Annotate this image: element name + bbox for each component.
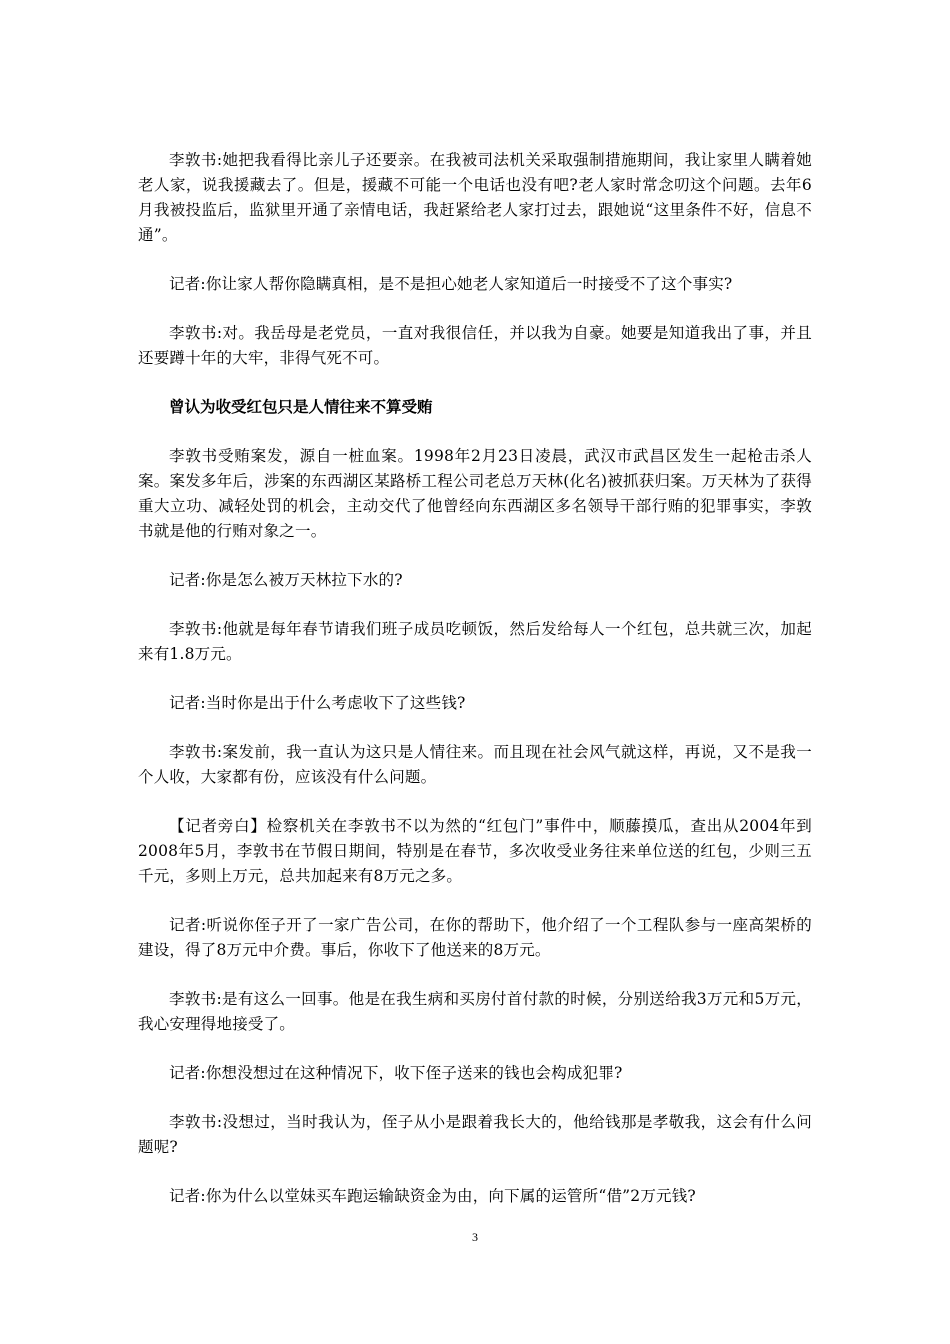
paragraph: 李敦书:他就是每年春节请我们班子成员吃顿饭，然后发给每人一个红包，总共就三次，加起来有1.8万元。	[138, 620, 812, 663]
document-body	[138, 148, 812, 1233]
paragraph: 【记者旁白】检察机关在李敦书不以为然的“红包门”事件中，顺藤摸瓜，查出从2004年到2008年5月，李敦书在节假日期间，特别是在春节，多次收受业务往来单位送的红包，少则三五千元，多则上万元，总共加起来有8万元之多。	[138, 817, 812, 885]
paragraph: 记者:听说你侄子开了一家广告公司，在你的帮助下，他介绍了一个工程队参与一座高架桥的建设，得了8万元中介费。事后，你收下了他送来的8万元。	[138, 916, 812, 959]
paragraph: 李敦书受贿案发，源自一桩血案。1998年2月23日凌晨，武汉市武昌区发生一起枪击杀人案。案发多年后，涉案的东西湖区某路桥工程公司老总万天林(化名)被抓获归案。万天林为了获得重大立功、减轻处罚的机会，主动交代了他曾经向东西湖区多名领导干部行贿的犯罪事实，李敦书就是他的行贿对象之一。	[138, 447, 812, 540]
paragraph: 李敦书:对。我岳母是老党员，一直对我很信任，并以我为自豪。她要是知道我出了事，并且还要蹲十年的大牢，非得气死不可。	[138, 324, 812, 367]
section-heading: 曾认为收受红包只是人情往来不算受贿	[169, 398, 433, 416]
paragraph: 记者:当时你是出于什么考虑收下了这些钱?	[169, 694, 466, 712]
paragraph: 记者:你为什么以堂妹买车跑运输缺资金为由，向下属的运管所“借”2万元钱?	[169, 1187, 696, 1205]
page-number: 3	[472, 1230, 478, 1244]
paragraph: 记者:你想没想过在这种情况下，收下侄子送来的钱也会构成犯罪?	[169, 1064, 623, 1082]
paragraph: 记者:你让家人帮你隐瞒真相，是不是担心她老人家知道后一时接受不了这个事实?	[169, 275, 733, 293]
paragraph: 李敦书:没想过，当时我认为，侄子从小是跟着我长大的，他给钱那是孝敬我，这会有什么问题呢?	[138, 1113, 812, 1156]
paragraph: 李敦书:是有这么一回事。他是在我生病和买房付首付款的时候，分别送给我3万元和5万元，我心安理得地接受了。	[138, 990, 812, 1033]
paragraph: 李敦书:案发前，我一直认为这只是人情往来。而且现在社会风气就这样，再说，又不是我一个人收，大家都有份，应该没有什么问题。	[138, 743, 812, 786]
paragraph: 李敦书:她把我看得比亲儿子还要亲。在我被司法机关采取强制措施期间，我让家里人瞒着她老人家，说我援藏去了。但是，援藏不可能一个电话也没有吧?老人家时常念叨这个问题。去年6月我被投监后，监狱里开通了亲情电话，我赶紧给老人家打过去，跟她说“这里条件不好，信息不通”。	[138, 151, 812, 244]
paragraph: 记者:你是怎么被万天林拉下水的?	[169, 571, 403, 589]
